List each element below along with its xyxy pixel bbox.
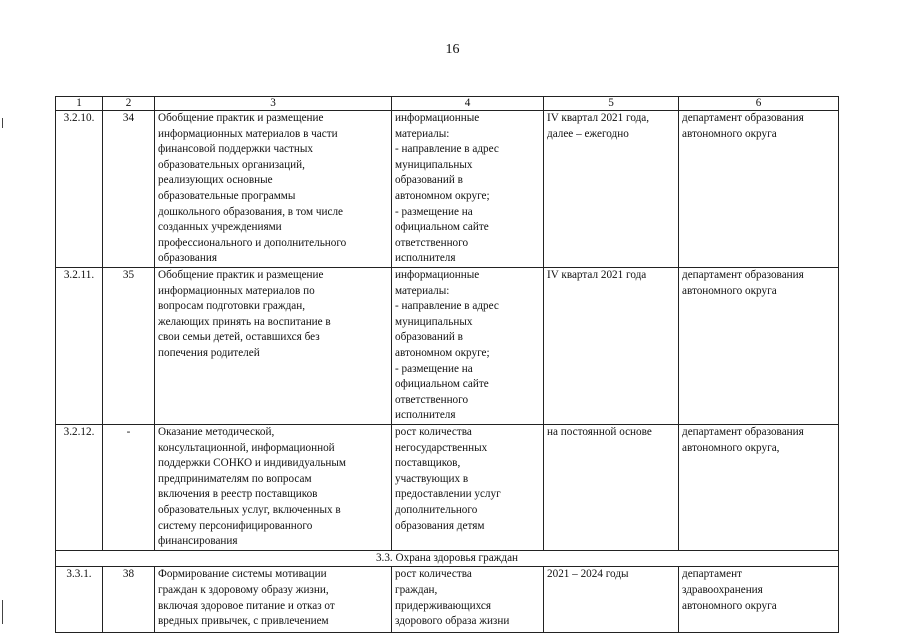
item-code: 3.3.1. bbox=[56, 567, 103, 633]
item-code: 3.2.11. bbox=[56, 268, 103, 425]
item-result: рост количества негосударственных поставщиков, участвующих в предоставлении услуг дополнительного образования детям bbox=[392, 425, 544, 551]
column-header: 3 bbox=[155, 97, 392, 111]
page-number: 16 bbox=[445, 42, 460, 57]
item-result: рост количества граждан, придерживающихся здорового образа жизни bbox=[392, 567, 544, 633]
table-row bbox=[56, 567, 839, 633]
item-number: 38 bbox=[103, 567, 155, 633]
item-executor: департамент образования автономного округа bbox=[679, 268, 839, 425]
item-description: Формирование системы мотивации граждан к здоровому образу жизни, включая здоровое питание и отказ от вредных привычек, с привлечением bbox=[155, 567, 392, 633]
scan-edge-mark bbox=[2, 600, 3, 624]
column-header: 5 bbox=[544, 97, 679, 111]
table-row bbox=[56, 268, 839, 425]
item-executor: департамент образования автономного округа bbox=[679, 111, 839, 268]
column-header: 2 bbox=[103, 97, 155, 111]
item-term: IV квартал 2021 года, далее – ежегодно bbox=[544, 111, 679, 268]
measures-table bbox=[55, 96, 839, 633]
section-title: 3.3. Охрана здоровья граждан bbox=[56, 550, 839, 567]
item-code: 3.2.10. bbox=[56, 111, 103, 268]
item-number: 35 bbox=[103, 268, 155, 425]
item-term: на постоянной основе bbox=[544, 425, 679, 551]
item-executor: департамент здравоохранения автономного округа bbox=[679, 567, 839, 633]
column-header: 4 bbox=[392, 97, 544, 111]
item-result: информационные материалы: - направление в адрес муниципальных образований в автономном округе; - размещение на официальном сайте ответственного исполнителя bbox=[392, 111, 544, 268]
item-code: 3.2.12. bbox=[56, 425, 103, 551]
item-description: Оказание методической, консультационной, информационной поддержки СОНКО и индивидуальным предпринимателям по вопросам включения в реестр поставщиков образовательных услуг, включенных в систему персонифицированного финансирования bbox=[155, 425, 392, 551]
item-executor: департамент образования автономного округа, bbox=[679, 425, 839, 551]
table-row bbox=[56, 111, 839, 268]
item-number: 34 bbox=[103, 111, 155, 268]
item-description: Обобщение практик и размещение информационных материалов в части финансовой поддержки частных образовательных организаций, реализующих основные образовательные программы дошкольного образования, в том числе созданных учреждениями профессионального и дополнительного образования bbox=[155, 111, 392, 268]
table-row bbox=[56, 425, 839, 551]
scan-edge-mark bbox=[2, 118, 3, 128]
item-term: 2021 – 2024 годы bbox=[544, 567, 679, 633]
item-term: IV квартал 2021 года bbox=[544, 268, 679, 425]
item-number: - bbox=[103, 425, 155, 551]
item-description: Обобщение практик и размещение информационных материалов по вопросам подготовки граждан, желающих принять на воспитание в свои семьи детей, оставшихся без попечения родителей bbox=[155, 268, 392, 425]
section-row bbox=[56, 550, 839, 567]
column-header: 6 bbox=[679, 97, 839, 111]
column-header: 1 bbox=[56, 97, 103, 111]
item-result: информационные материалы: - направление в адрес муниципальных образований в автономном округе; - размещение на официальном сайте ответственного исполнителя bbox=[392, 268, 544, 425]
header-row bbox=[56, 97, 839, 111]
